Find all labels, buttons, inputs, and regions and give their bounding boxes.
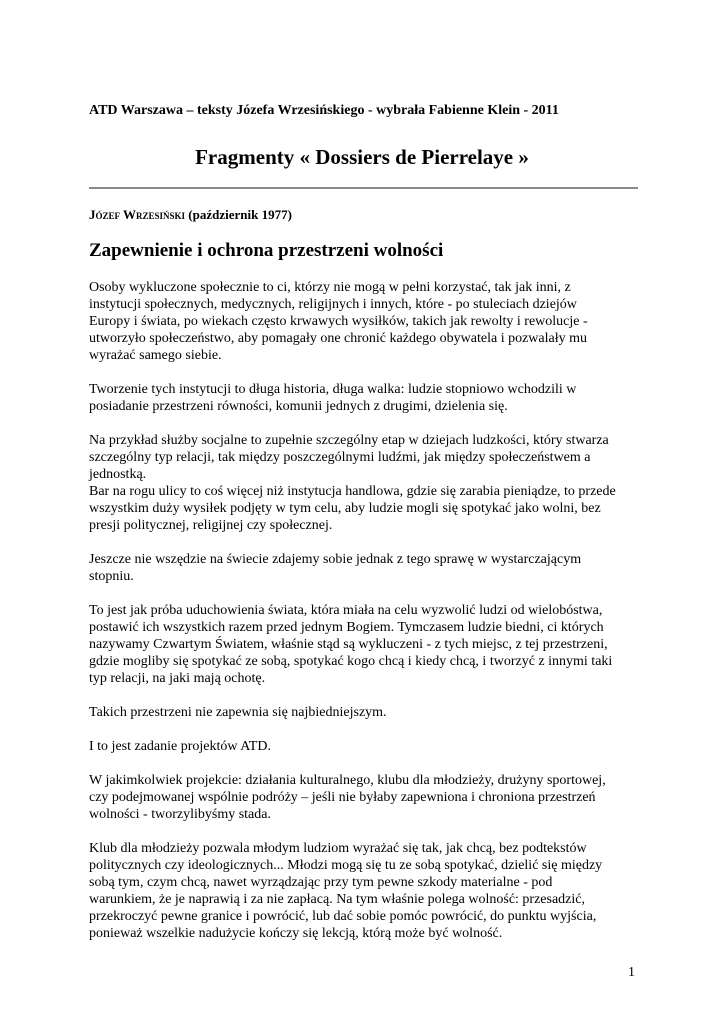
text-line: To jest jak próba uduchowienia świata, która miała na celu wyzwolić ludzi od wielobóstwa, xyxy=(89,603,603,618)
text-line: Bar na rogu ulicy to coś więcej niż instytucja handlowa, gdzie się zarabia pieniądze, to przede xyxy=(89,484,616,499)
page-number: 1 xyxy=(628,965,635,980)
paragraph xyxy=(89,381,649,415)
document-title: Fragmenty « Dossiers de Pierrelaye » xyxy=(195,145,529,169)
paragraph xyxy=(89,738,649,755)
paragraph xyxy=(89,602,649,687)
text-line: czy podejmowanej wspólnie podróży – jeśli nie byłaby zapewniona i chroniona przestrzeń xyxy=(89,790,596,805)
text-line: Jeszcze nie wszędzie na świecie zdajemy sobie jednak z tego sprawę w wystarczającym xyxy=(89,552,582,567)
text-line: politycznych czy ideologicznych... Młodzi mogą się tu ze sobą spotykać, dzielić się między xyxy=(89,858,603,873)
section-title: Zapewnienie i ochrona przestrzeni wolności xyxy=(89,240,444,261)
text-line: Na przykład służby socjalne to zupełnie szczególny etap w dziejach ludzkości, który stwarza xyxy=(89,433,609,448)
paragraph xyxy=(89,279,649,364)
text-line: W jakimkolwiek projekcie: działania kulturalnego, klubu dla młodzieży, drużyny sportowej, xyxy=(89,773,606,788)
text-line: ponieważ wszelkie nadużycie kończy się lekcją, którą może być wolność. xyxy=(89,926,503,941)
text-line: wyrażać samego siebie. xyxy=(89,348,222,363)
paragraph xyxy=(89,704,649,721)
text-line: jednostką. xyxy=(89,467,147,482)
text-line: warunkiem, że je naprawią i za nie zapłacą. Na tym właśnie polega wolność: przesadzić, xyxy=(89,892,586,907)
title-divider xyxy=(89,187,638,189)
text-line: stopniu. xyxy=(89,569,134,584)
paragraph xyxy=(89,551,649,585)
text-line: utworzyło społeczeństwo, aby pomagały one chronić każdego obywatela i pozwalały mu xyxy=(89,331,588,346)
paragraph xyxy=(89,772,649,823)
text-line: Klub dla młodzieży pozwala młodym ludziom wyrażać się tak, jak chcą, bez podtekstów xyxy=(89,841,587,856)
author-line xyxy=(89,207,292,223)
text-line: I to jest zadanie projektów ATD. xyxy=(89,739,271,754)
text-line: Osoby wykluczone społecznie to ci, którzy nie mogą w pełni korzystać, tak jak inni, z xyxy=(89,280,571,295)
author-name: Józef Wrzesiński xyxy=(89,207,186,222)
text-line: wolności - tworzylibyśmy stada. xyxy=(89,807,271,822)
text-line: przekroczyć pewne granice i powrócić, lub dać sobie pomóc powrócić, do punktu wyjścia, xyxy=(89,909,597,924)
paragraph xyxy=(89,840,649,942)
text-line: nazywamy Czwartym Światem, właśnie stąd są wykluczeni - z tych miejsc, z tej przestrzeni, xyxy=(89,637,608,652)
author-date: (październik 1977) xyxy=(188,207,292,222)
text-line: instytucji społecznych, medycznych, religijnych i innych, które - po stuleciach dziejów xyxy=(89,297,577,312)
paragraph xyxy=(89,432,649,534)
document-header: ATD Warszawa – teksty Józefa Wrzesińskiego - wybrała Fabienne Klein - 2011 xyxy=(89,103,559,118)
body-text xyxy=(89,279,649,959)
text-line: wszystkim duży wysiłek podjęty w tym celu, aby ludzie mogli się spotykać jako wolni, bez xyxy=(89,501,601,516)
text-line: postawić ich wszystkich razem przed jednym Bogiem. Tymczasem ludzie biedni, ci których xyxy=(89,620,604,635)
text-line: Europy i świata, po wiekach często krwawych wysiłków, takich jak rewolty i rewolucje - xyxy=(89,314,588,329)
text-line: posiadanie przestrzeni równości, komunii jednych z drugimi, dzielenia się. xyxy=(89,399,508,414)
text-line: Takich przestrzeni nie zapewnia się najbiedniejszym. xyxy=(89,705,387,720)
text-line: sobą tym, czym chcą, nawet wyrządzając przy tym pewne szkody materialne - pod xyxy=(89,875,553,890)
text-line: typ relacji, na jaki mają ochotę. xyxy=(89,671,266,686)
text-line: presji politycznej, religijnej czy społecznej. xyxy=(89,518,333,533)
text-line: gdzie mogliby się spotykać ze sobą, spotykać kogo chcą i kiedy chcą, i tworzyć z innymi taki xyxy=(89,654,613,669)
text-line: szczególny typ relacji, tak między poszczególnymi ludźmi, jak między społeczeństwem a xyxy=(89,450,591,465)
text-line: Tworzenie tych instytucji to długa historia, długa walka: ludzie stopniowo wchodzili w xyxy=(89,382,577,397)
